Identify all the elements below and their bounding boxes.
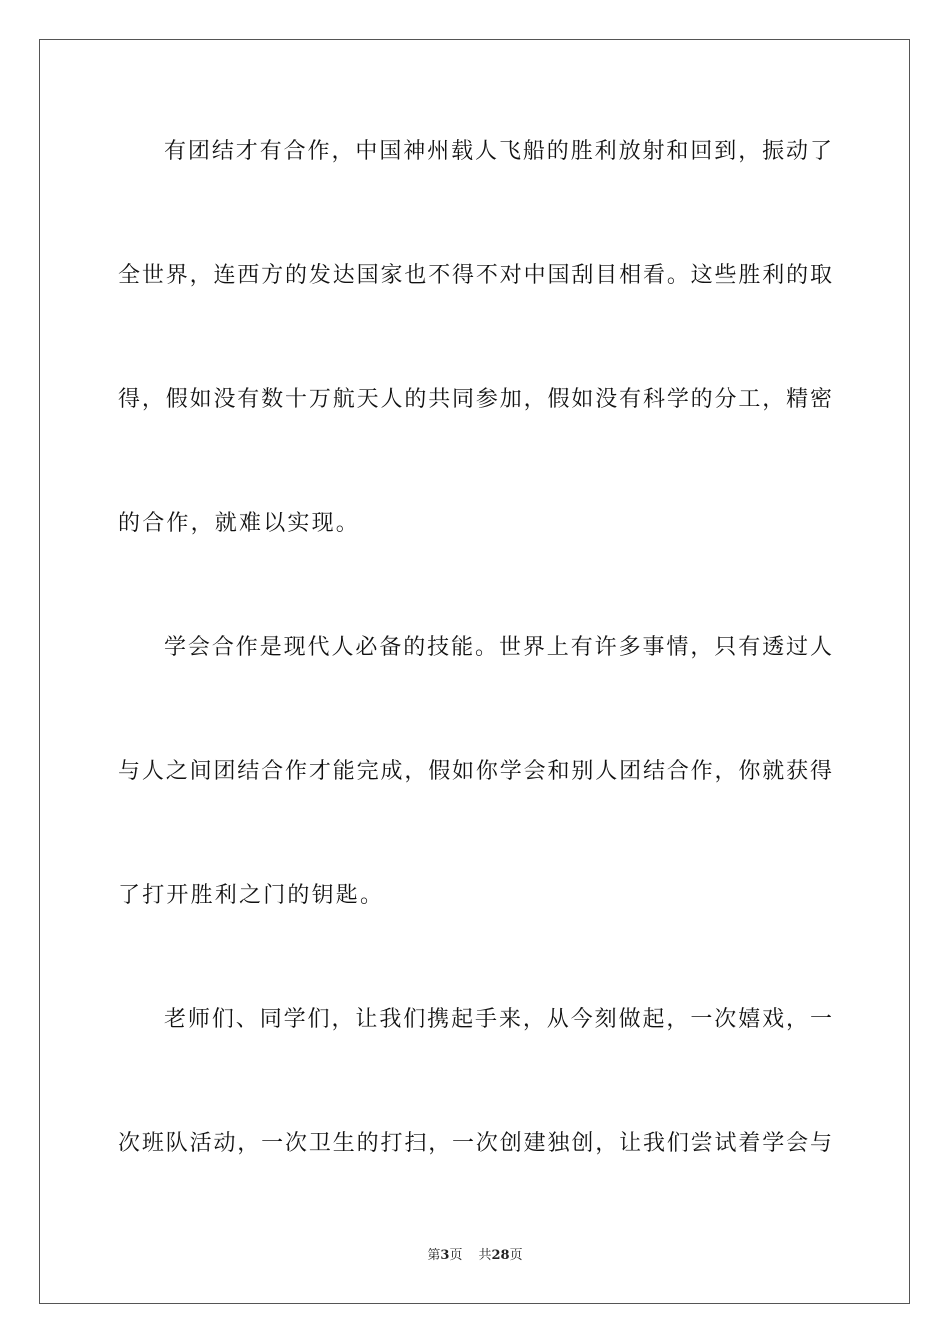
paragraph-2-line-2: 与人之间团结合作才能完成，假如你学会和别人团结合作，你就获得 [118,759,832,784]
page-prefix: 第 [427,1248,441,1263]
paragraph-2-line-1: 学会合作是现代人必备的技能。世界上有许多事情，只有透过人 [164,635,832,660]
page-number: 3 [440,1248,450,1263]
paragraph-1-line-1: 有团结才有合作，中国神州载人飞船的胜利放射和回到，振动了 [164,139,832,164]
paragraph-1-line-4: 的合作，就难以实现。 [118,511,361,536]
paragraph-1-line-2: 全世界，连西方的发达国家也不得不对中国刮目相看。这些胜利的取 [118,263,832,288]
paragraph-3-line-1: 老师们、同学们，让我们携起手来，从今刻做起，一次嬉戏，一 [164,1007,832,1032]
page-suffix: 页 [449,1248,463,1263]
total-prefix: 共 [478,1248,492,1263]
page-border [39,39,910,1304]
total-suffix: 页 [509,1248,523,1263]
paragraph-3-line-2: 次班队活动，一次卫生的打扫，一次创建独创，让我们尝试着学会与 [118,1131,832,1156]
page-footer [0,1247,950,1265]
paragraph-1-line-3: 得，假如没有数十万航天人的共同参加，假如没有科学的分工，精密 [118,387,832,412]
total-pages: 28 [491,1248,510,1263]
paragraph-2-line-3: 了打开胜利之门的钥匙。 [118,883,385,908]
